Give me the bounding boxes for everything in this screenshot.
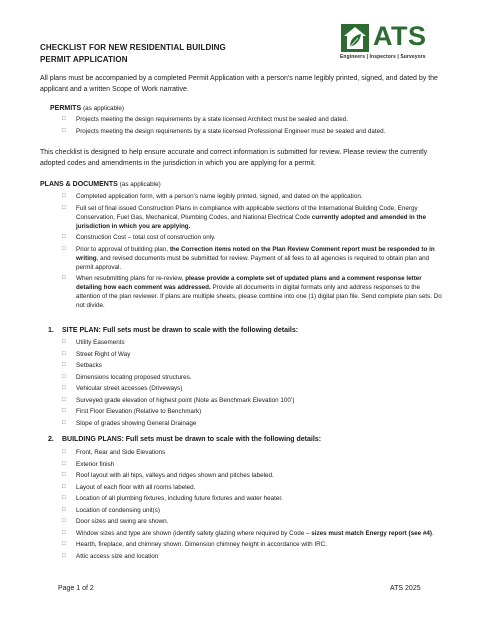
list-item: □ Projects meeting the design requirements by a state licensed Professional Engineer must be sealed and dated. <box>62 127 386 135</box>
list-item: □ Layout of each floor with all rooms labeled. <box>62 483 196 491</box>
checkbox-icon: □ <box>62 449 66 455</box>
list-item: □ Street Right of Way <box>62 350 131 358</box>
footer-year: ATS 2025 <box>390 585 421 592</box>
list-item: □ Location of condensing unit(s) <box>62 506 161 514</box>
checkbox-icon: □ <box>62 339 66 345</box>
checkbox-icon: □ <box>62 408 66 414</box>
checkbox-icon: □ <box>62 541 66 547</box>
intro-paragraph: All plans must be accompanied by a completed Permit Application with a person’s name legibly printed, signed, and dated by the applicant and a written Scope of Work narrative. <box>40 75 438 93</box>
checkbox-icon: □ <box>62 460 66 467</box>
list-item: □ Surveyed grade elevation of highest point (Note as Benchmark Elevation 100’) <box>62 396 295 404</box>
plans-subtitle: (as applicable) <box>119 181 161 188</box>
list-item: □ Roof layout with all hips, valleys and ridges shown and pitches labeled. <box>62 472 274 479</box>
checkbox-icon: □ <box>62 518 66 524</box>
list-item: □ Exterior finish <box>62 460 115 468</box>
permits-heading <box>50 104 124 114</box>
plans-title: PLANS & DOCUMENTS <box>40 181 118 188</box>
list-item: □ Vehicular street accesses (Driveways) <box>62 385 183 392</box>
checkbox-icon: □ <box>62 495 66 501</box>
site-plan-heading: 1. SITE PLAN: Full sets must be drawn to scale with the following details: <box>48 327 299 334</box>
list-item: □ Full set of final issued Construction Plans in compliance with applicable sections of the International Building Code, Energy Conservation, Fuel Gas, Mechanical, Plumbing Codes, and National Electrical Code currently adopted and amended in the jurisdiction in which you are applying. <box>62 204 426 230</box>
list-item: □ Slope of grades showing General Drainage <box>62 419 197 427</box>
checkbox-icon: □ <box>62 419 66 426</box>
house-leaf-icon <box>340 23 370 53</box>
checkbox-icon: □ <box>62 350 66 357</box>
list-item: □ Projects meeting the design requirements by a state licensed Architect must be sealed and dated. <box>62 116 348 123</box>
building-plans-list <box>62 448 442 563</box>
checkbox-icon: □ <box>62 552 66 559</box>
checkbox-icon: □ <box>62 373 66 380</box>
checkbox-icon: □ <box>62 127 66 134</box>
list-item: □ Setbacks <box>62 362 102 369</box>
page-number: Page 1 of 2 <box>58 585 94 592</box>
checkbox-icon: □ <box>62 483 66 490</box>
checkbox-icon: □ <box>62 275 66 281</box>
ats-logo <box>340 22 440 64</box>
building-plans-heading: 2. BUILDING PLANS: Full sets must be drawn to scale with the following details: <box>48 436 322 443</box>
title-line-2: PERMIT APPLICATION <box>40 55 128 64</box>
list-item: □ Door sizes and swing are shown. <box>62 518 169 525</box>
list-item: □ Completed application form, with a person’s name legibly printed, signed, and dated on the application. <box>62 193 363 200</box>
list-item: □ First Floor Elevation (Relative to Benchmark) <box>62 408 202 415</box>
checkbox-icon: □ <box>62 396 66 403</box>
list-item: □ Window sizes and type are shown (identify safety glazing where required by Code – sizes must match Energy report (see #4). <box>62 529 434 537</box>
checkbox-icon: □ <box>62 193 66 199</box>
checkbox-icon: □ <box>62 472 66 478</box>
list-item: □ Front, Rear and Side Elevations <box>62 449 166 456</box>
list-item: □ Prior to approval of building plan, the Correction items noted on the Plan Review Comment report must be responded to in writing, and revised documents must be submitted for review. Payment of all fees to all agencies is required to obtain plan and permit approval. <box>62 245 435 271</box>
checkbox-icon: □ <box>62 362 66 368</box>
logo-text: ATS <box>373 21 427 51</box>
list-item: □ Hearth, fireplace, and chimney shown. Dimension chimney height in accordance with IRC. <box>62 541 327 548</box>
permits-list <box>62 115 442 138</box>
title-line-1: CHECKLIST FOR NEW RESIDENTIAL BUILDING <box>40 43 226 52</box>
plans-heading <box>40 180 161 190</box>
list-item: □ Location of all plumbing fixtures, including future fixtures and water heater. <box>62 495 283 502</box>
checkbox-icon: □ <box>62 245 66 252</box>
checkbox-icon: □ <box>62 204 66 211</box>
list-item: □ Attic access size and location <box>62 552 159 560</box>
checkbox-icon: □ <box>62 116 66 122</box>
list-item: □ When resubmitting plans for re-review, please provide a complete set of updated plans and a comment response letter detailing how each comment was addressed. Provide all documents in digital formats only and address responses to the attention of the plan reviewer. If plans are multiple sheets, please combine into one (1) digital plan file. Send complete plan sets. Do not divide. <box>62 275 442 309</box>
permits-title: PERMITS <box>50 105 82 112</box>
checkbox-icon: □ <box>62 529 66 536</box>
document-title <box>40 42 226 66</box>
checkbox-icon: □ <box>62 385 66 391</box>
list-item: □ Dimensions locating proposed structures. <box>62 373 192 381</box>
checkbox-icon: □ <box>62 506 66 513</box>
checklist-note: This checklist is designed to help ensure accurate and correct information is submitted for review. Please review the currently adopted codes and amendments in the jurisdiction in which you are applying for a permit. <box>40 149 428 167</box>
plans-list <box>62 192 442 313</box>
list-item: □ Construction Cost – total cost of construction only. <box>62 234 216 241</box>
permits-subtitle: (as applicable) <box>83 105 125 112</box>
checkbox-icon: □ <box>62 234 66 240</box>
logo-tagline: Engineers | Inspectors | Surveyors <box>340 54 426 60</box>
list-item: □ Utility Easements <box>62 339 125 346</box>
site-plan-list <box>62 338 442 430</box>
